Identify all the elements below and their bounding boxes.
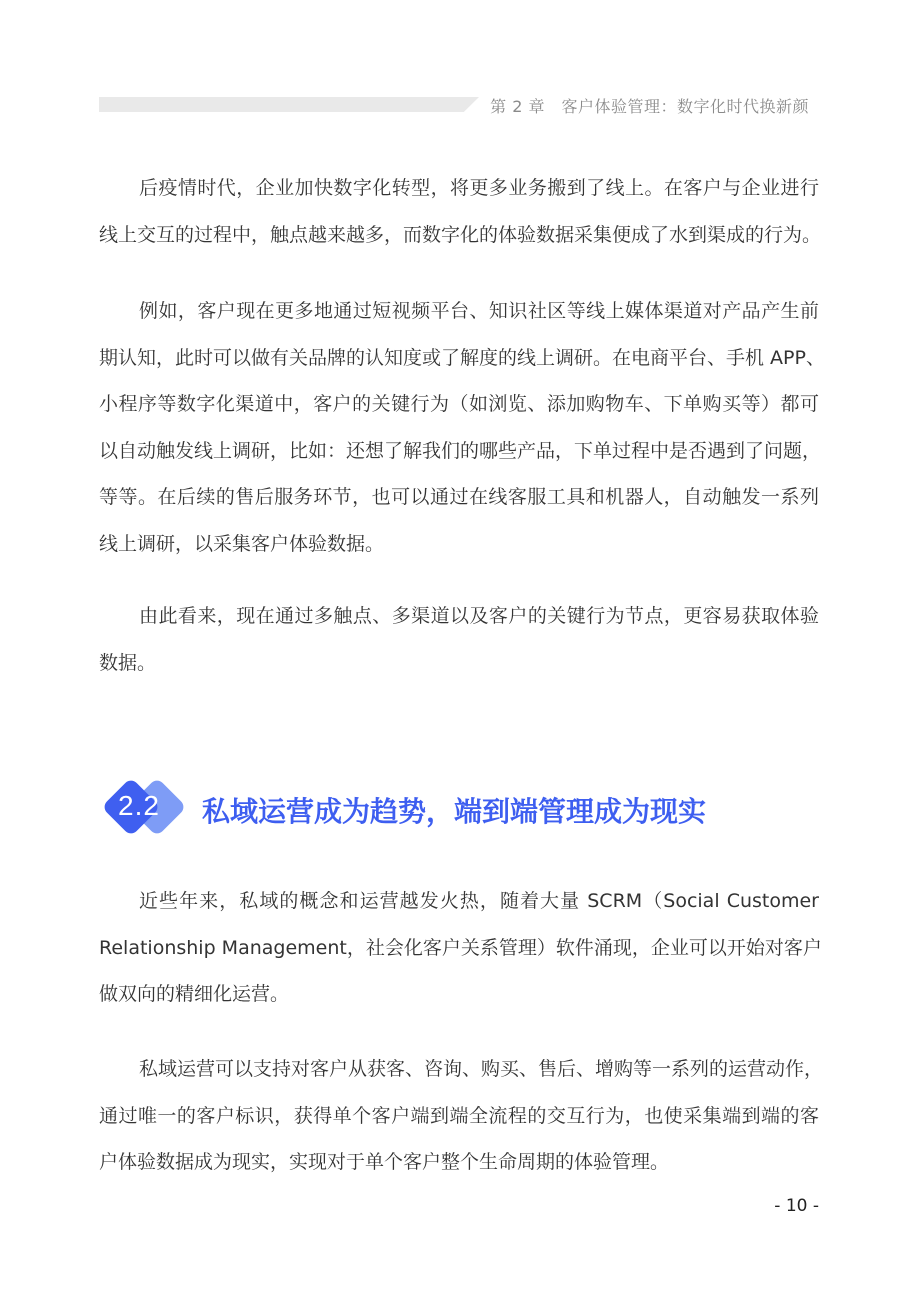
paragraph <box>99 288 825 567</box>
paragraph <box>99 878 822 1018</box>
text-line: 数据。 <box>99 651 157 674</box>
section-heading <box>100 778 800 840</box>
paragraph <box>99 165 822 258</box>
text-line: 等等。在后续的售后服务环节，也可以通过在线客服工具和机器人，自动触发一系列 <box>99 486 819 508</box>
chapter-header: 第 2 章 客户体验管理：数字化时代换新颜 <box>490 97 809 116</box>
text-line: 近些年来，私域的概念和运营越发火热，随着大量 SCRM（Social Customer <box>139 890 819 912</box>
paragraph <box>99 593 819 686</box>
text-line: 户体验数据成为现实，实现对于单个客户整个生命周期的体验管理。 <box>99 1151 670 1173</box>
text-line: 例如，客户现在更多地通过短视频平台、知识社区等线上媒体渠道对产品产生前 <box>139 300 819 322</box>
page-number: - 10 - <box>774 1196 819 1216</box>
section-title: 私域运营成为趋势，端到端管理成为现实 <box>202 795 707 828</box>
text-line: Relationship Management，社会化客户关系管理）软件涌现，企业可以开始对客户 <box>99 936 822 959</box>
text-line: 线上交互的过程中，触点越来越多，而数字化的体验数据采集便成了水到渠成的行为。 <box>99 223 822 246</box>
text-line: 由此看来，现在通过多触点、多渠道以及客户的关键行为节点，更容易获取体验 <box>139 605 819 627</box>
text-line: 线上调研，以采集客户体验数据。 <box>99 532 385 555</box>
paragraph <box>99 1046 824 1186</box>
text-line: 私域运营可以支持对客户从获客、咨询、购买、售后、增购等一系列的运营动作， <box>139 1058 824 1080</box>
text-line: 以自动触发线上调研，比如：还想了解我们的哪些产品，下单过程中是否遇到了问题， <box>99 439 822 462</box>
text-line: 小程序等数字化渠道中，客户的关键行为（如浏览、添加购物车、下单购买等）都可 <box>99 393 819 415</box>
text-line: 后疫情时代，企业加快数字化转型，将更多业务搬到了线上。在客户与企业进行 <box>139 177 819 199</box>
text-line: 做双向的精细化运营。 <box>99 983 290 1005</box>
text-line: 期认知，此时可以做有关品牌的认知度或了解度的线上调研。在电商平台、手机 APP、 <box>99 346 825 369</box>
section-number: 2.2 <box>118 790 160 821</box>
text-line: 通过唯一的客户标识，获得单个客户端到端全流程的交互行为，也使采集端到端的客 <box>99 1104 819 1127</box>
header-decoration-bar <box>99 97 479 112</box>
